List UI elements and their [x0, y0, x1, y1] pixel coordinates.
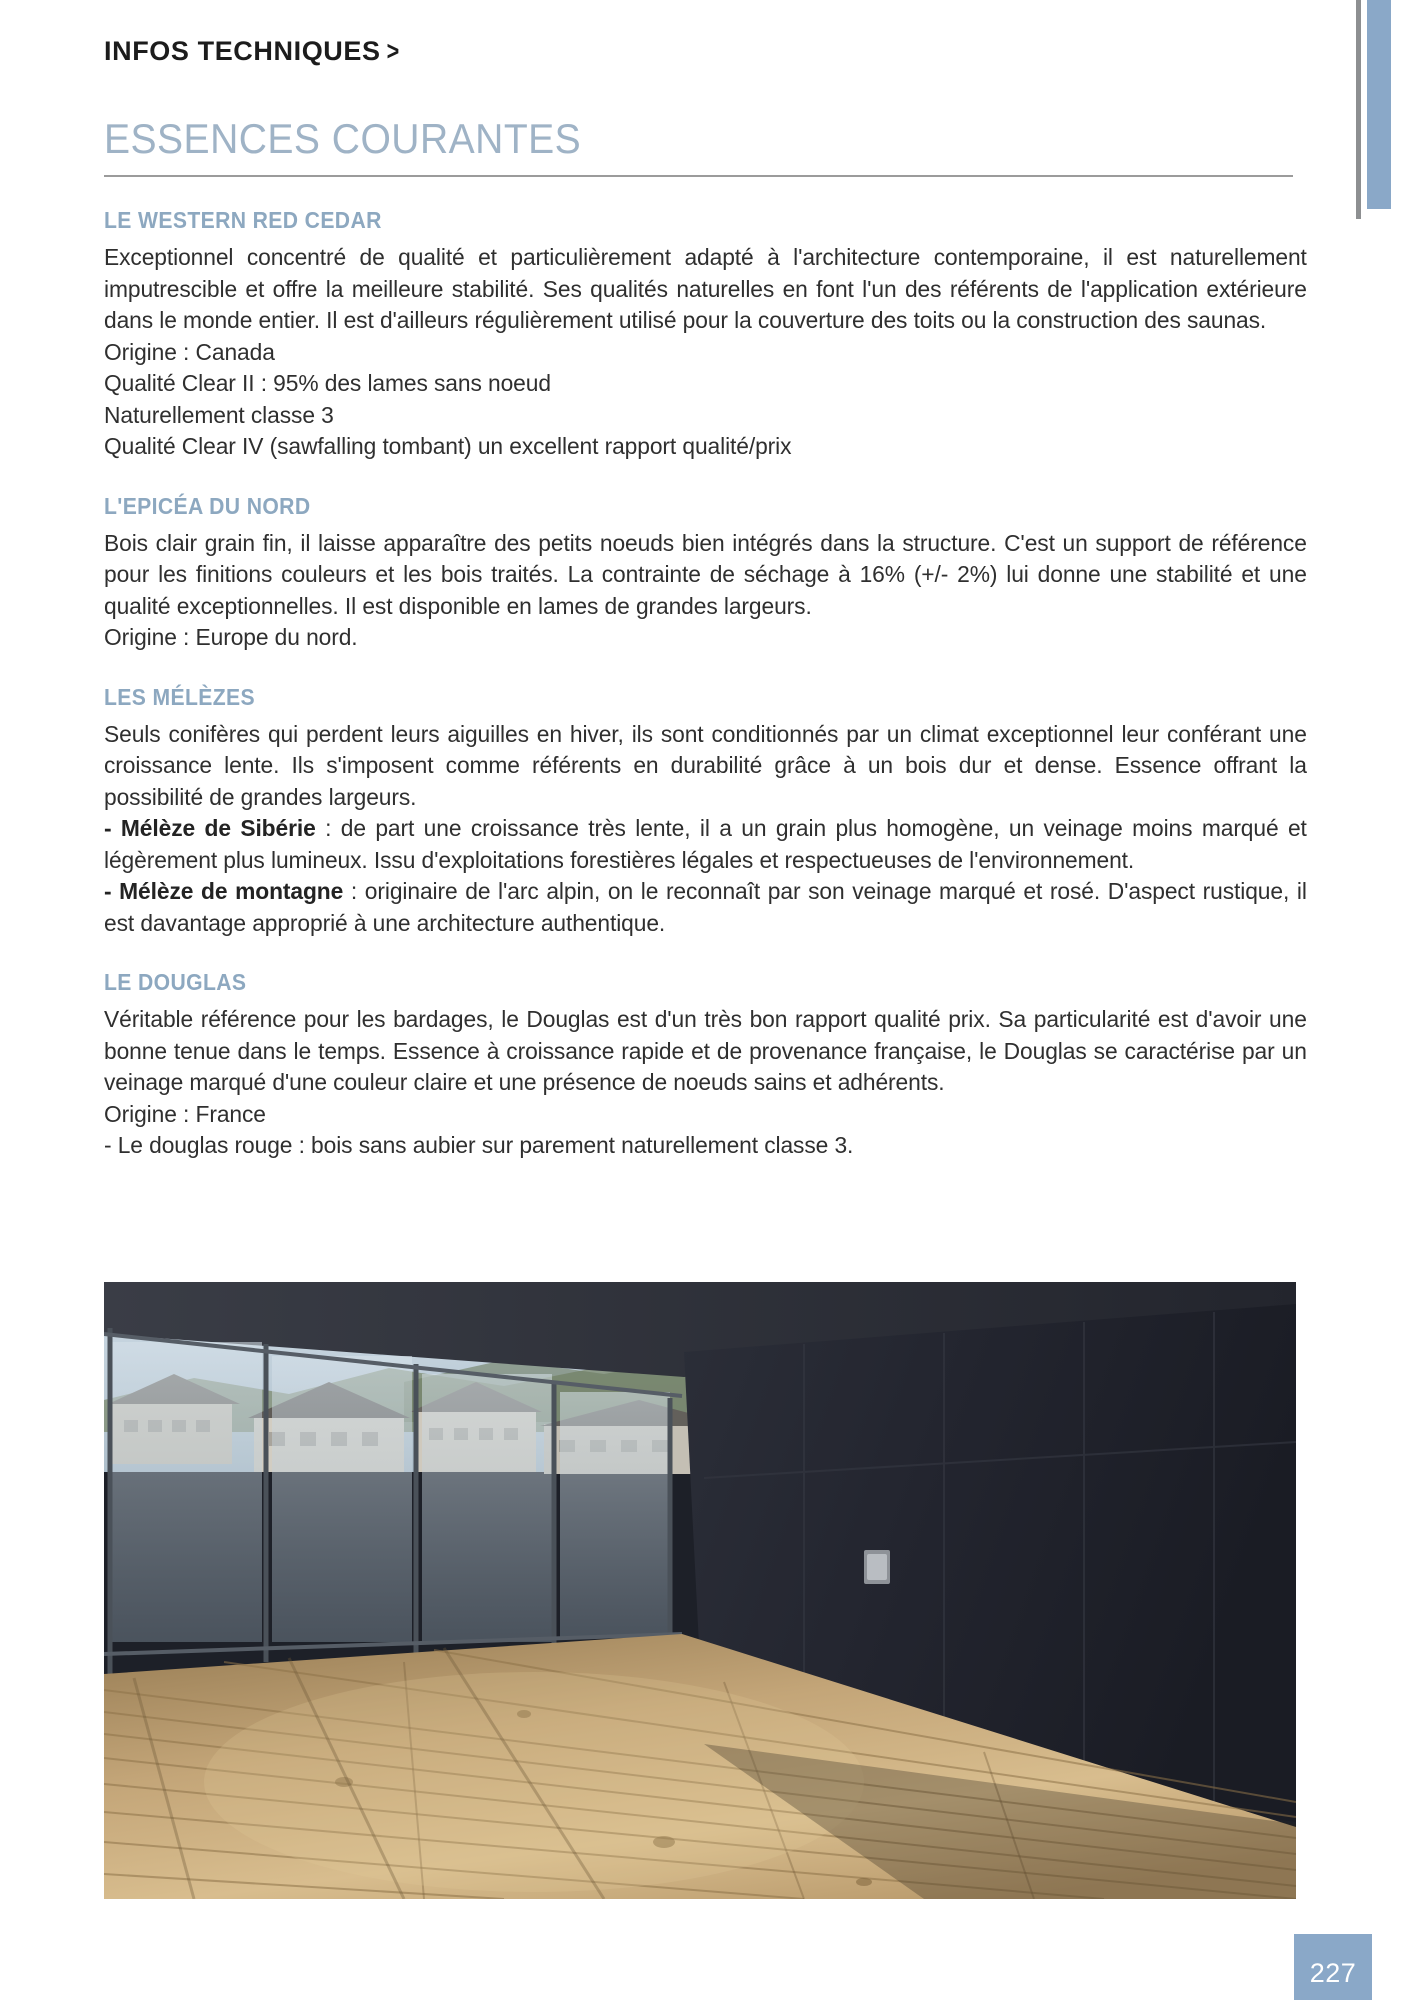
page-title: ESSENCES COURANTES: [104, 115, 582, 162]
section-les-melezes: [104, 684, 1344, 940]
title-divider: [104, 175, 1293, 177]
page-kicker: [104, 36, 1344, 67]
section-paragraph: Exceptionnel concentré de qualité et particulièrement adapté à l'architecture contemporaine, il est naturellement imputrescible et offre la meilleure stabilité. Ses qualités naturelles en font l'un des référents de l'application extérieure dans le monde entier. Il est d'ailleurs régulièrement utilisé pour la couverture des toits ou la construction des saunas.: [104, 244, 1307, 333]
section-paragraph: Qualité Clear II : 95% des lames sans noeud: [104, 370, 551, 396]
section-paragraph: Seuls conifères qui perdent leurs aiguilles en hiver, ils sont conditionnés par un climat exceptionnel leur conférant une croissance lente. Ils s'imposent comme référents en durabilité grâce à un bois dur et dense. Essence offrant la possibilité de grandes largeurs.: [104, 720, 1307, 810]
kicker-label: INFOS TECHNIQUES: [104, 36, 381, 66]
section-le-douglas: [104, 969, 1344, 1162]
side-rule-thin: [1356, 0, 1361, 219]
bullet-text: : originaire de l'arc alpin, on le reconnaît par son veinage marqué et rosé. D'aspect rustique, il est davantage approprié à une architecture authentique.: [104, 878, 1307, 936]
section-heading: LES MÉLÈZES: [104, 683, 256, 710]
bullet-lead: - Mélèze de montagne: [104, 878, 344, 904]
bullet-lead: - Mélèze de Sibérie: [104, 815, 316, 841]
page-content: [104, 0, 1344, 1162]
bullet-text: : de part une croissance très lente, il a un grain plus homogène, un veinage moins marqué et légèrement plus lumineux. Issu d'exploitations forestières légales et respectueuses de l'environnement.: [104, 815, 1307, 873]
section-bullet: [104, 813, 1307, 876]
side-rule-accent: [1367, 0, 1391, 209]
page-number-badge: 227: [1294, 1934, 1372, 2000]
section-heading: LE DOUGLAS: [104, 969, 247, 995]
section-paragraph: Origine : Canada: [104, 338, 275, 365]
chevron-right-icon: >: [386, 36, 400, 66]
section-heading: L'EPICÉA DU NORD: [104, 492, 311, 519]
terrace-photograph: [104, 1282, 1296, 1899]
section-paragraph: Naturellement classe 3: [104, 401, 334, 428]
section-paragraph: Origine : Europe du nord.: [104, 624, 358, 650]
photo-illustration: [104, 1282, 1296, 1899]
section-bullet: [104, 876, 1307, 939]
section-paragraph: Qualité Clear IV (sawfalling tombant) un excellent rapport qualité/prix: [104, 433, 792, 459]
section-paragraph: Origine : France: [104, 1100, 266, 1127]
section-paragraph: - Le douglas rouge : bois sans aubier sur parement naturellement classe 3.: [104, 1132, 854, 1158]
section-paragraph: Véritable référence pour les bardages, le Douglas est d'un très bon rapport qualité prix. Sa particularité est d'avoir une bonne tenue dans le temps. Essence à croissance rapide et de provenance française, le Douglas se caractérise par un veinage marqué d'une couleur claire et une présence de noeuds sains et adhérents.: [104, 1006, 1307, 1095]
section-paragraph: Bois clair grain fin, il laisse apparaître des petits noeuds bien intégrés dans la structure. C'est un support de référence pour les finitions couleurs et les bois traités. La contrainte de séchage à 16% (+/- 2%) lui donne une stabilité et une qualité exceptionnelles. Il est disponible en lames de grandes largeurs.: [104, 529, 1307, 619]
section-epicea-du-nord: [104, 493, 1344, 654]
section-heading: LE WESTERN RED CEDAR: [104, 207, 382, 233]
section-western-red-cedar: [104, 207, 1344, 463]
